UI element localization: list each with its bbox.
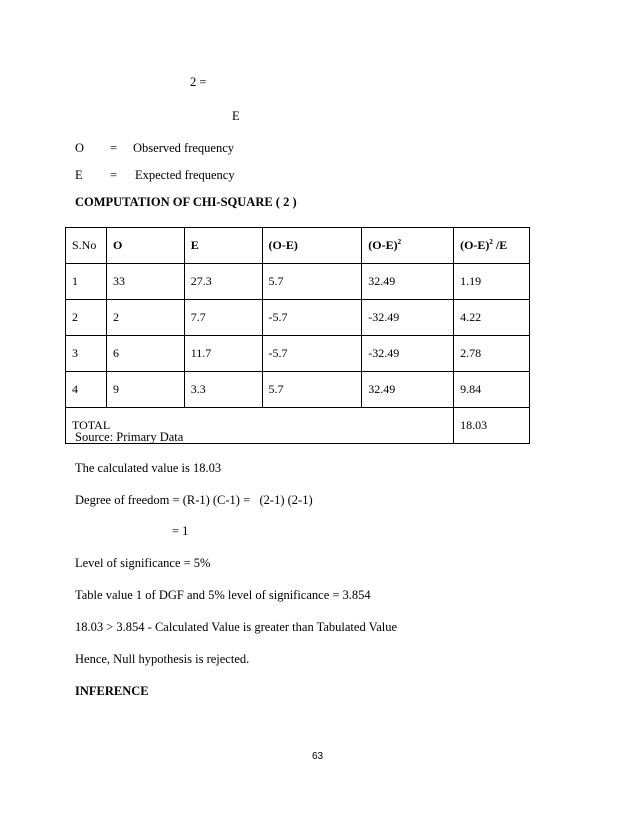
- formula-line-1: 2 =: [190, 75, 207, 89]
- header-o-minus-e-squared: [362, 228, 454, 264]
- header-superscript: 2: [489, 238, 493, 246]
- level-of-significance: Level of significance = 5%: [75, 556, 211, 570]
- definition-equals: =: [110, 168, 118, 182]
- cell-o-minus-e: 5.7: [262, 372, 362, 408]
- definition-text: Expected frequency: [135, 168, 235, 182]
- cell-chi-term: 1.19: [454, 264, 530, 300]
- cell-o-minus-e-squared: 32.49: [362, 264, 454, 300]
- header-o-minus-e: (O-E): [262, 228, 362, 264]
- degree-of-freedom-result: = 1: [172, 524, 189, 538]
- cell-o-minus-e-squared: 32.49: [362, 372, 454, 408]
- header-e: E: [184, 228, 262, 264]
- definition-symbol: O: [75, 141, 85, 155]
- cell-e: 11.7: [184, 336, 262, 372]
- cell-sno: 1: [66, 264, 107, 300]
- cell-sno: 2: [66, 300, 107, 336]
- definition-equals: =: [110, 141, 118, 155]
- cell-sno: 4: [66, 372, 107, 408]
- table-value: Table value 1 of DGF and 5% level of significance = 3.854: [75, 588, 371, 602]
- definition-symbol: E: [75, 168, 83, 182]
- cell-e: 7.7: [184, 300, 262, 336]
- cell-sno: 3: [66, 336, 107, 372]
- header-superscript: 2: [397, 238, 402, 246]
- table-row: [66, 372, 530, 408]
- header-text: (O-E): [460, 238, 490, 252]
- cell-o-minus-e-squared: -32.49: [362, 300, 454, 336]
- header-text: (O-E): [368, 238, 398, 252]
- cell-e: 3.3: [184, 372, 262, 408]
- table-header-row: [66, 228, 530, 264]
- header-sno: S.No: [66, 228, 107, 264]
- cell-o: 33: [106, 264, 184, 300]
- header-o: O: [106, 228, 184, 264]
- total-value: 18.03: [454, 408, 530, 444]
- section-heading: COMPUTATION OF CHI-SQUARE ( 2 ): [75, 195, 297, 209]
- calculated-value: The calculated value is 18.03: [75, 461, 222, 475]
- conclusion: Hence, Null hypothesis is rejected.: [75, 652, 250, 666]
- inference-heading: INFERENCE: [75, 684, 149, 698]
- total-label: TOTAL: [66, 408, 454, 444]
- comparison: 18.03 > 3.854 - Calculated Value is greater than Tabulated Value: [75, 620, 398, 634]
- table-row: [66, 300, 530, 336]
- cell-o: 9: [106, 372, 184, 408]
- formula-line-2: E: [232, 109, 240, 123]
- header-chi-term: [454, 228, 530, 264]
- cell-o-minus-e: -5.7: [262, 300, 362, 336]
- cell-o-minus-e: 5.7: [262, 264, 362, 300]
- cell-o-minus-e-squared: -32.49: [362, 336, 454, 372]
- source-note: Source: Primary Data: [75, 430, 184, 444]
- cell-chi-term: 9.84: [454, 372, 530, 408]
- cell-chi-term: 4.22: [454, 300, 530, 336]
- cell-chi-term: 2.78: [454, 336, 530, 372]
- cell-o: 2: [106, 300, 184, 336]
- cell-o: 6: [106, 336, 184, 372]
- header-text-tail: /E: [492, 238, 508, 252]
- cell-o-minus-e: -5.7: [262, 336, 362, 372]
- table-row: [66, 264, 530, 300]
- table-row: [66, 336, 530, 372]
- cell-e: 27.3: [184, 264, 262, 300]
- page-number: 63: [312, 751, 324, 762]
- degree-of-freedom: Degree of freedom = (R-1) (C-1) = (2-1) (2-1): [75, 493, 313, 507]
- definition-text: Observed frequency: [133, 141, 234, 155]
- chi-square-table: [65, 227, 530, 444]
